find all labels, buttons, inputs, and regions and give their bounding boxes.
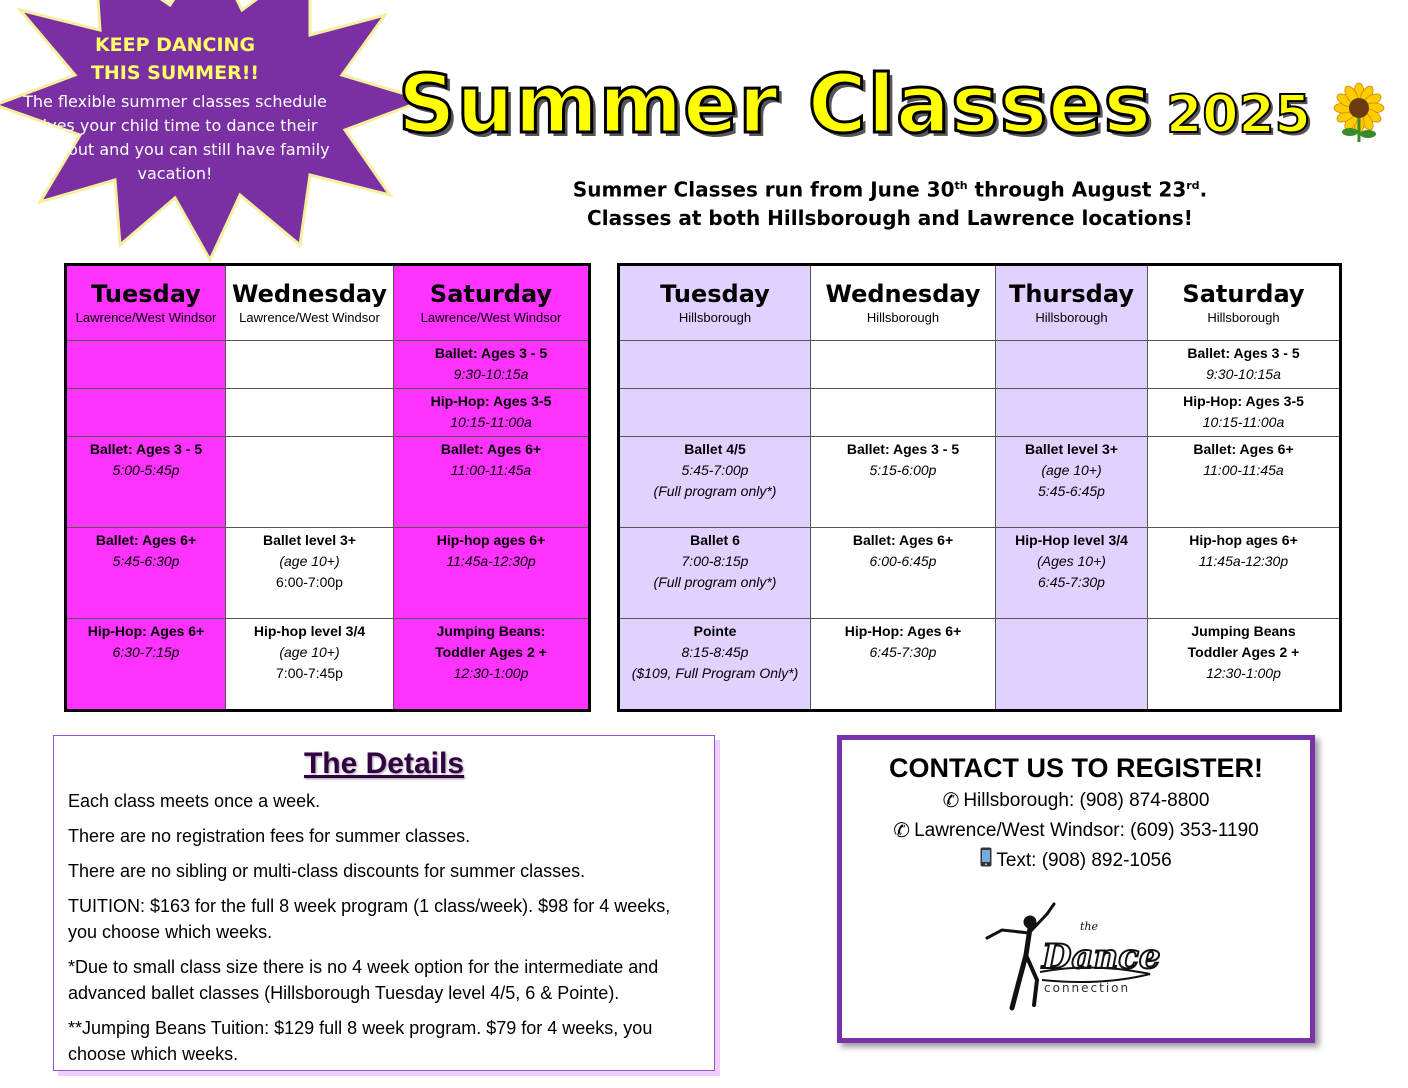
class-cell: Ballet: Ages 6+ 5:45-6:30p [66,528,226,619]
table-row [66,341,590,389]
table-row [619,528,1341,619]
details-line: Each class meets once a week. [68,791,321,811]
header-tuesday: Tuesday Lawrence/West Windsor [66,265,226,341]
empty-cell [226,437,394,528]
class-cell: Hip-Hop: Ages 6+ 6:30-7:15p [66,619,226,711]
subtitle-sup1: th [954,179,968,192]
class-cell: Hip-hop level 3/4 (age 10+) 7:00-7:45p [226,619,394,711]
class-cell: Hip-Hop: Ages 3-5 10:15-11:00a [1148,389,1341,437]
empty-cell [226,341,394,389]
subtitle [540,172,1240,232]
class-cell: Hip-Hop: Ages 3-5 10:15-11:00a [394,389,590,437]
lawrence-schedule-table [64,263,591,712]
empty-cell [996,341,1148,389]
empty-cell [996,389,1148,437]
table-row [619,389,1341,437]
details-line: *Due to small class size there is no 4 week option for the intermediate and advanced ballet classes (Hillsborough Tuesday level 4/5, 6 & Pointe). [68,957,659,1003]
hillsborough-phone[interactable]: Hillsborough: (908) 874-8800 [963,790,1210,811]
logo-text-top: the [1080,920,1099,933]
contact-text [842,846,1310,876]
phone-icon: ✆ [942,790,960,812]
dancer-logo [982,900,1162,1015]
class-cell: Ballet: Ages 6+ 6:00-6:45p [811,528,996,619]
class-cell: Ballet: Ages 6+ 11:00-11:45a [394,437,590,528]
table-row [66,389,590,437]
contact-title: CONTACT US TO REGISTER! [888,753,1263,783]
class-cell: Hip-hop ages 6+ 11:45a-12:30p [1148,528,1341,619]
subtitle-part3: . [1199,177,1208,202]
table-row [66,528,590,619]
burst-title-line1: KEEP DANCING [94,34,256,56]
table-row [66,437,590,528]
contact-box [837,735,1315,1043]
class-cell: Hip-Hop: Ages 6+ 6:45-7:30p [811,619,996,711]
title-year: 2025 [1166,85,1311,145]
subtitle-sup2: rd [1186,179,1200,192]
header-wednesday: Wednesday Lawrence/West Windsor [226,265,394,341]
empty-cell [811,341,996,389]
lawrence-phone[interactable]: Lawrence/West Windsor: (609) 353-1190 [914,820,1259,841]
header-saturday: Saturday Hillsborough [1148,265,1341,341]
contact-lawrence [842,816,1310,846]
hillsborough-schedule-table [617,263,1342,712]
empty-cell [619,389,811,437]
burst-body: The flexible summer classes schedule gives your child time to dance their heart out and you can still have family vacation! [20,92,330,183]
class-cell: Ballet: Ages 6+ 11:00-11:45a [1148,437,1341,528]
class-cell: Hip-hop ages 6+ 11:45a-12:30p [394,528,590,619]
logo-text-main: Dance [1042,937,1161,977]
class-cell: Pointe 8:15-8:45p ($109, Full Program Only*) [619,619,811,711]
details-box [53,735,715,1071]
table-row [619,619,1341,711]
table-row [619,341,1341,389]
header-saturday: Saturday Lawrence/West Windsor [394,265,590,341]
class-cell: Jumping Beans Toddler Ages 2 + 12:30-1:00p [1148,619,1341,711]
class-cell: Ballet: Ages 3 - 5 9:30-10:15a [1148,341,1341,389]
subtitle-part1: Summer Classes run from June 30 [572,177,955,202]
empty-cell [996,619,1148,711]
contact-hillsborough [842,786,1310,816]
details-line: There are no registration fees for summer classes. [68,826,471,846]
empty-cell [619,341,811,389]
empty-cell [66,389,226,437]
table-header-row [66,265,590,341]
empty-cell [811,389,996,437]
subtitle-line2: Classes at both Hillsborough and Lawrence locations! [587,205,1193,230]
empty-cell [226,389,394,437]
class-cell: Ballet level 3+ (age 10+) 6:00-7:00p [226,528,394,619]
phone-icon: ✆ [893,820,911,842]
table-row [66,619,590,711]
empty-cell [66,341,226,389]
header-tuesday: Tuesday Hillsborough [619,265,811,341]
class-cell: Hip-Hop level 3/4 (Ages 10+) 6:45-7:30p [996,528,1148,619]
class-cell: Ballet: Ages 3 - 5 5:15-6:00p [811,437,996,528]
class-cell: Ballet: Ages 3 - 5 9:30-10:15a [394,341,590,389]
page-title [398,58,1311,151]
details-title: The Details [303,747,465,780]
table-header-row [619,265,1341,341]
title-main: Summer Classes [398,58,1153,151]
logo-text-sub: connection [1044,981,1131,995]
class-cell: Ballet: Ages 3 - 5 5:00-5:45p [66,437,226,528]
class-cell: Ballet level 3+ (age 10+) 5:45-6:45p [996,437,1148,528]
sunflower-icon [1330,82,1388,142]
table-row [619,437,1341,528]
starburst-text [20,30,330,186]
burst-title-line2: THIS SUMMER!! [90,62,260,84]
header-thursday: Thursday Hillsborough [996,265,1148,341]
class-cell: Ballet 4/5 5:45-7:00p (Full program only*) [619,437,811,528]
subtitle-part2: through August 23 [967,177,1187,202]
details-line: TUITION: $163 for the full 8 week program (1 class/week). $98 for 4 weeks, you choose which weeks. [68,896,671,942]
header-wednesday: Wednesday Hillsborough [811,265,996,341]
subtitle-line1 [540,172,1240,204]
class-cell: Ballet 6 7:00-8:15p (Full program only*) [619,528,811,619]
details-line: **Jumping Beans Tuition: $129 full 8 week program. $79 for 4 weeks, you choose which weeks. [68,1018,653,1064]
class-cell: Jumping Beans: Toddler Ages 2 + 12:30-1:00p [394,619,590,711]
mobile-phone-icon [980,846,992,876]
text-number[interactable]: Text: (908) 892-1056 [996,850,1172,871]
details-line: There are no sibling or multi-class discounts for summer classes. [68,861,586,881]
